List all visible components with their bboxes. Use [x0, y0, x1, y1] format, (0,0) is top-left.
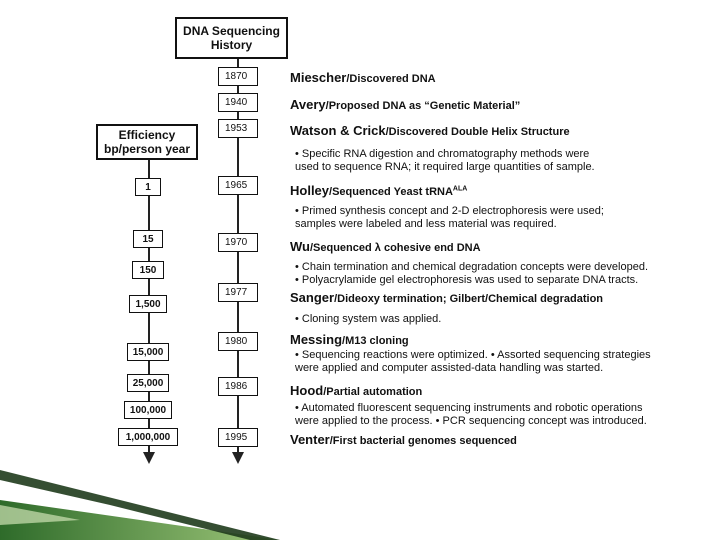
efficiency-value-box	[132, 261, 164, 279]
event-headline	[290, 183, 467, 198]
efficiency-value: 15	[142, 233, 154, 245]
note-line: • Cloning system was applied.	[295, 313, 442, 325]
event-note	[295, 148, 595, 174]
event-name: Wu	[290, 239, 310, 254]
event-name: Venter	[290, 432, 330, 447]
efficiency-value: 1,000,000	[125, 431, 171, 443]
year-label: 1940	[225, 97, 248, 108]
year-box	[218, 93, 258, 112]
year-label: 1953	[225, 123, 248, 134]
year-box	[218, 428, 258, 447]
event-desc: /Sequenced Yeast tRNA	[329, 186, 453, 198]
year-box	[218, 233, 258, 252]
event-name: Holley	[290, 183, 330, 198]
event-desc: /M13 cloning	[342, 335, 409, 347]
efficiency-value-box	[124, 401, 172, 419]
event-note	[295, 349, 651, 375]
efficiency-value-box	[118, 428, 178, 446]
efficiency-value-box	[133, 230, 163, 248]
efficiency-header-line-2: bp/person year	[103, 142, 191, 156]
event-name: Hood	[290, 383, 324, 398]
year-box	[218, 119, 258, 138]
event-desc: /Dideoxy termination; Gilbert/Chemical degradation	[334, 293, 604, 305]
year-label: 1970	[225, 237, 248, 248]
event-desc: /Discovered Double Helix Structure	[385, 126, 570, 138]
title-line-1: DNA Sequencing	[183, 24, 280, 38]
efficiency-value-box	[129, 295, 167, 313]
title-line-2: History	[210, 38, 253, 52]
efficiency-header-box	[96, 124, 198, 160]
year-label: 1980	[225, 336, 248, 347]
note-line: • Polyacrylamide gel electrophoresis was used to separate DNA tracts.	[295, 274, 639, 286]
note-line: • Chain termination and chemical degradation concepts were developed.	[295, 261, 649, 273]
year-box	[218, 283, 258, 302]
year-box	[218, 176, 258, 195]
event-headline	[290, 239, 481, 254]
event-headline	[290, 332, 409, 347]
event-name: Sanger	[290, 290, 335, 305]
efficiency-value-box	[127, 374, 169, 392]
event-name: Watson & Crick	[290, 123, 386, 138]
event-headline	[290, 383, 422, 398]
year-label: 1995	[225, 432, 248, 443]
event-headline	[290, 123, 570, 138]
efficiency-value-box	[135, 178, 161, 196]
note-line: samples were labeled and less material was required.	[295, 218, 557, 230]
efficiency-value: 1,500	[135, 298, 161, 310]
note-line: • Primed synthesis concept and 2-D electrophoresis were used;	[295, 205, 604, 217]
event-headline	[290, 97, 520, 112]
note-line: used to sequence RNA; it required large quantities of sample.	[295, 161, 595, 173]
efficiency-header-line-1: Efficiency	[118, 128, 176, 142]
year-label: 1870	[225, 71, 248, 82]
efficiency-value: 100,000	[129, 404, 167, 416]
event-desc: /First bacterial genomes sequenced	[329, 435, 517, 447]
efficiency-value: 25,000	[132, 377, 164, 389]
event-headline	[290, 290, 603, 305]
event-note	[295, 313, 441, 326]
chart-title-box	[175, 17, 288, 59]
event-desc: /Partial automation	[323, 386, 423, 398]
year-box	[218, 67, 258, 86]
event-name: Avery	[290, 97, 326, 112]
event-note	[295, 402, 647, 428]
year-label: 1965	[225, 180, 248, 191]
year-label: 1986	[225, 381, 248, 392]
event-note	[295, 205, 604, 231]
year-label: 1977	[225, 287, 248, 298]
note-line: • Specific RNA digestion and chromatography methods were	[295, 148, 590, 160]
note-line: were applied and computer assisted-data handling was started.	[295, 362, 604, 374]
event-headline	[290, 70, 436, 85]
year-box	[218, 377, 258, 396]
note-line: • Automated fluorescent sequencing instruments and robotic operations	[295, 402, 643, 414]
event-headline	[290, 432, 517, 447]
event-name: Miescher	[290, 70, 347, 85]
event-superscript: ALA	[452, 185, 468, 193]
event-desc: /Discovered DNA	[346, 73, 436, 85]
efficiency-value-box	[127, 343, 169, 361]
event-desc: /Sequenced λ cohesive end DNA	[309, 242, 481, 254]
note-line: were applied to the process. • PCR sequencing concept was introduced.	[295, 415, 647, 427]
efficiency-value: 150	[139, 264, 157, 276]
year-box	[218, 332, 258, 351]
event-desc: /Proposed DNA as “Genetic Material”	[325, 100, 521, 112]
event-name: Messing	[290, 332, 343, 347]
efficiency-value: 1	[145, 181, 151, 193]
efficiency-value: 15,000	[132, 346, 164, 358]
note-line: • Sequencing reactions were optimized. • Assorted sequencing strategies	[295, 349, 651, 361]
slide-decoration	[0, 450, 280, 540]
event-note	[295, 261, 648, 287]
